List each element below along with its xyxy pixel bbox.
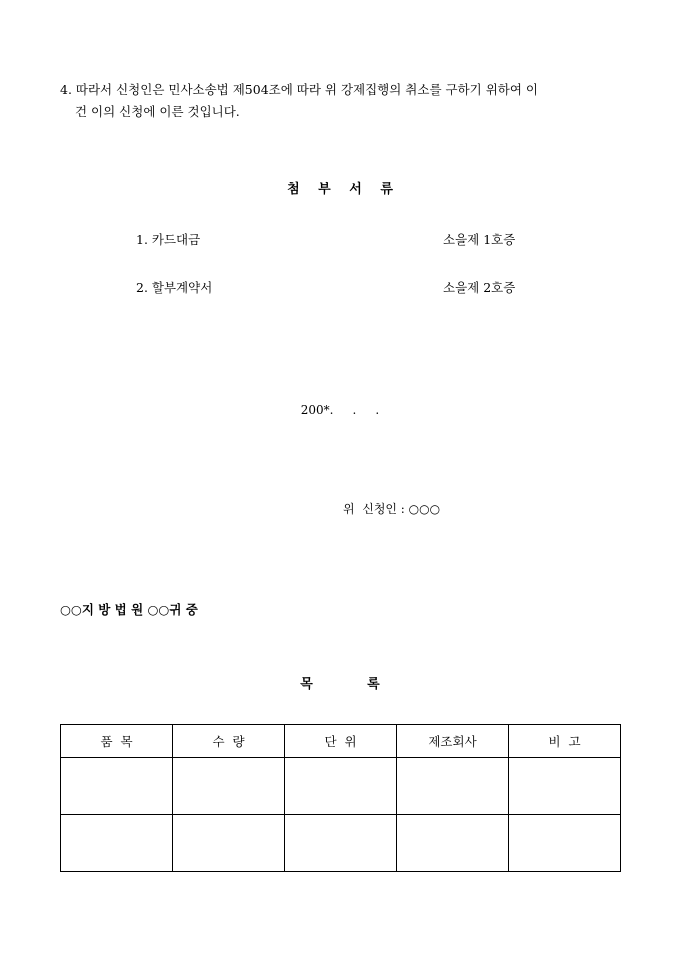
table-cell [397, 815, 509, 872]
table-cell [173, 758, 285, 815]
table-cell [285, 815, 397, 872]
table-cell [509, 758, 621, 815]
attachments-title: 첨 부 서 류 [287, 182, 393, 197]
table-row [61, 815, 621, 872]
table-cell [61, 758, 173, 815]
table-cell [509, 815, 621, 872]
attachment-item-2-evidence: 소을제 2호증 [443, 280, 516, 295]
header-quantity: 수 량 [173, 725, 285, 758]
header-manufacturer: 제조회사 [397, 725, 509, 758]
statement-line-1: 4. 따라서 신청인은 민사소송법 제504조에 따라 위 강제집행의 취소를 구하기 위하여 이 [60, 82, 538, 97]
table-cell [173, 815, 285, 872]
attachment-item-2-label: 2. 할부계약서 [136, 280, 213, 295]
header-item-name: 품 목 [61, 725, 173, 758]
header-unit: 단 위 [285, 725, 397, 758]
items-table [60, 724, 621, 872]
table-row [61, 758, 621, 815]
table-header-row [61, 725, 621, 758]
attachment-item-1-label: 1. 카드대금 [136, 232, 201, 247]
attachment-item-1-evidence: 소을제 1호증 [443, 232, 516, 247]
statement-line-2: 건 이의 신청에 이른 것입니다. [75, 104, 240, 119]
court-addressee: ○○지 방 법 원 ○○귀 중 [60, 602, 198, 617]
table-cell [397, 758, 509, 815]
list-title: 목 록 [300, 677, 380, 692]
filing-date: 200*. . . [300, 403, 380, 417]
applicant-signature: 위 신청인 : ○○○ [343, 502, 441, 516]
table-cell [285, 758, 397, 815]
statement-paragraph [60, 79, 630, 123]
header-remarks: 비 고 [509, 725, 621, 758]
table-cell [61, 815, 173, 872]
